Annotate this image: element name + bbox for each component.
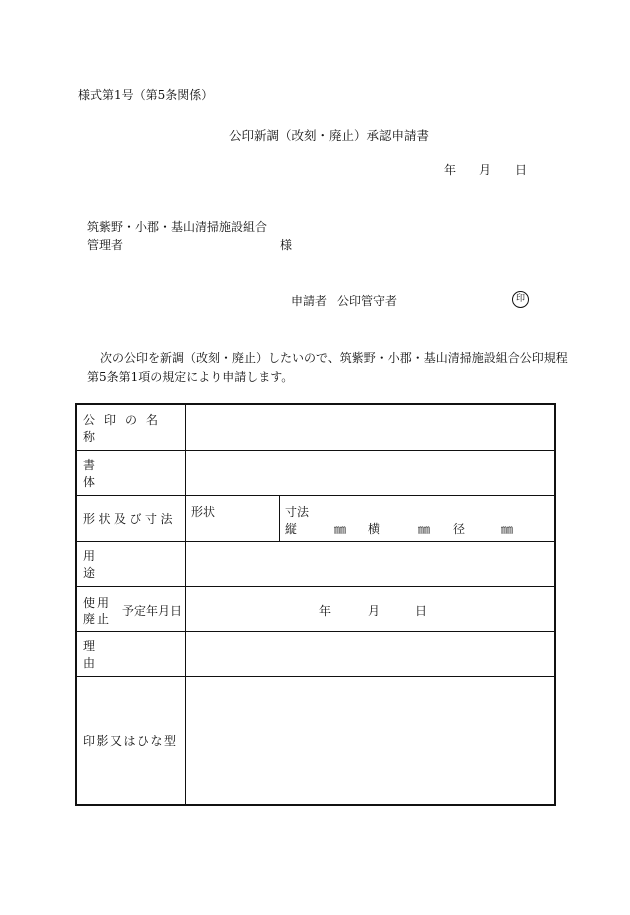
yoko-label: 横: [368, 522, 381, 536]
kei-unit: ㎜: [501, 522, 514, 536]
label-date-bottom: 廃止: [83, 612, 112, 626]
divider: [185, 542, 186, 586]
date-year: 年: [444, 163, 457, 177]
yoko-unit: ㎜: [418, 522, 431, 536]
label-font: [77, 451, 185, 495]
divider: [185, 677, 186, 804]
label-seal-name-text: 公印の名称: [83, 412, 168, 444]
row-use: [77, 542, 554, 587]
kei-label: 径: [453, 522, 466, 536]
label-impression: [77, 677, 185, 804]
label-font-text: 書体: [83, 458, 171, 489]
date-day: 日: [515, 163, 528, 177]
label-seal-name: [77, 405, 185, 450]
addressee-org: 筑紫野・小郡・基山清掃施設組合: [87, 220, 268, 234]
body-line-2: 第5条第1項の規定により申請します。: [87, 370, 294, 384]
divider: [185, 405, 186, 450]
tate-unit: ㎜: [334, 522, 347, 536]
label-use: [77, 542, 185, 586]
date-month-field: 月: [368, 604, 381, 618]
application-table: [75, 403, 556, 806]
tate-label: 縦: [285, 522, 298, 536]
row-date: [77, 587, 554, 632]
row-font: [77, 451, 554, 496]
page-title: 公印新調（改刻・廃止）承認申請書: [229, 128, 430, 143]
label-use-text: 用途: [83, 549, 171, 580]
label-shape-text: 形状及び寸法: [83, 512, 177, 526]
label-date-side: 予定年月日: [122, 604, 183, 618]
label-shape: [77, 496, 185, 541]
date-month: 月: [479, 163, 492, 177]
seal-mark: [512, 291, 529, 308]
divider: [185, 496, 186, 541]
divider: [185, 587, 186, 631]
divider: [185, 632, 186, 676]
row-reason: [77, 632, 554, 677]
date-day-field: 日: [415, 604, 428, 618]
addressee-role: 管理者: [87, 238, 124, 252]
row-seal-name: [77, 405, 554, 451]
label-date-top: 使用: [83, 596, 112, 610]
addressee-honorific: 様: [280, 238, 293, 252]
label-impression-text: 印影又はひな型: [83, 734, 178, 748]
form-number: 様式第1号（第5条関係）: [78, 88, 214, 102]
applicant-label: 申請者: [291, 294, 328, 308]
date-year-field: 年: [319, 604, 332, 618]
divider: [279, 496, 280, 541]
body-line-1: 次の公印を新調（改刻・廃止）したいので、筑紫野・小郡・基山清掃施設組合公印規程: [100, 351, 568, 365]
label-reason: [77, 632, 185, 676]
divider: [185, 451, 186, 495]
row-shape: [77, 496, 554, 542]
size-field-label: 寸法: [285, 505, 310, 519]
shape-field-label: 形状: [191, 505, 216, 519]
applicant-role: 公印管守者: [337, 294, 398, 308]
row-impression: [77, 677, 554, 804]
label-reason-text: 理由: [83, 639, 171, 670]
seal-mark-label: 印: [515, 294, 525, 304]
